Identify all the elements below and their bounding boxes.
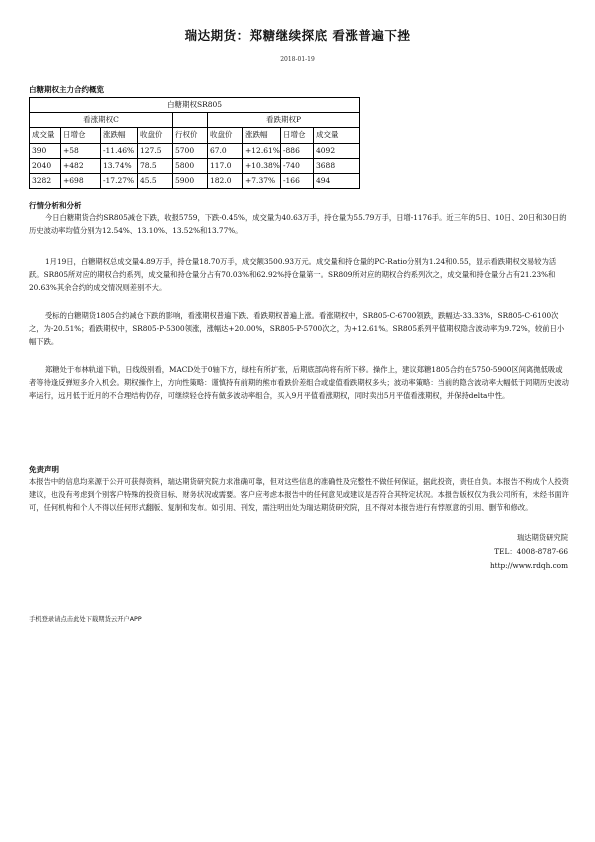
table-cell: 5800 xyxy=(173,158,208,173)
table-cell: 117.0 xyxy=(208,158,243,173)
disclaimer-heading: 免责声明 xyxy=(29,465,59,474)
app-download-link[interactable]: 手机登录请点击此处下载期货云开户APP xyxy=(29,616,142,623)
page-title: 瑞达期货：郑糖继续探底 看涨普遍下挫 xyxy=(184,28,411,43)
overview-heading: 白糖期权主力合约概览 xyxy=(29,85,104,94)
table-cell: +482 xyxy=(61,158,101,173)
table-cell: +58 xyxy=(61,143,101,158)
table-cell: 3282 xyxy=(30,173,61,188)
column-header: 涨跌幅 xyxy=(101,128,138,143)
table-cell: +10.38% xyxy=(243,158,281,173)
table-header-row xyxy=(30,128,360,143)
table-cell: -11.46% xyxy=(101,143,138,158)
table-cell: 78.5 xyxy=(138,158,173,173)
signature-tel: TEL：4008-8787-66 xyxy=(494,547,568,556)
table-row xyxy=(30,143,360,158)
table-cell: 13.74% xyxy=(101,158,138,173)
table-cell: -740 xyxy=(281,158,314,173)
analysis-paragraph-3: 受标的白糖期货1805合约减仓下跌的影响，看涨期权普遍下跌、看跌期权普遍上涨。看涨期权中，SR805-C-6700领跌，跌幅达-33.33%，SR805-C-6100次之，为-20.51%；看跌期权中，SR805-P-5300领涨，涨幅达+20.00%，SR805-P-5700次之，为+12.61%。SR805系列平值期权隐含波动率为9.72%，较前日小幅下跌。 xyxy=(29,311,565,346)
column-header: 成交量 xyxy=(314,128,360,143)
analysis-heading: 行情分析和分析 xyxy=(29,201,82,210)
options-overview-table xyxy=(29,97,360,189)
table-cell: -166 xyxy=(281,173,314,188)
table-group-row xyxy=(30,113,360,128)
analysis-paragraph-4: 郑糖处于布林轨道下轨，日线级别看，MACD处于0轴下方，绿柱有所扩张，后期底部尚将有所下移。操作上，建议郑糖1805合约在5750-5900区间离拋低吸或者等待逢反弹短多介入机会。期权操作上，方向性策略：谨慎持有前期的熊市看跌价差组合或虚值看跌期权多头；波动率策略：当前的隐含波动率大幅低于同期历史波动率运行，远月低于近月的不合理结构仍存，可继续轻仓持有做多波动率组合，买入9月平值看涨期权，同时卖出5月平值看涨期权，并保持delta中性。 xyxy=(29,365,569,400)
column-header: 收盘价 xyxy=(208,128,243,143)
put-group-label: 看跌期权P xyxy=(208,113,360,128)
strike-group-spacer xyxy=(173,113,208,128)
table-row xyxy=(30,158,360,173)
table-title-row xyxy=(30,98,360,113)
disclaimer-text: 本报告中的信息均来源于公开可获得资料，瑞达期货研究院力求准确可靠，但对这些信息的准确性及完整性不做任何保证，据此投资，责任自负。本报告不构成个人投资建议，也没有考虑到个别客户特殊的投资目标、财务状况或需要。客户应考虑本报告中的任何意见或建议是否符合其特定状况。本报告版权仅为我公司所有，未经书面许可，任何机构和个人不得以任何形式翻版、复制和发布。如引用、刊发，需注明出处为瑞达期货研究院，且不得对本报告进行有悖原意的引用、删节和修改。 xyxy=(29,477,569,512)
analysis-paragraph-1: 今日白糖期货合约SR805减仓下跌，收报5759，下跌-0.45%，成交量为40.63万手，持仓量为55.79万手，日增-1176手。近三年的5日、10日、20日和30日的历史波动率均值分别为12.54%、13.10%、13.52%和13.77%。 xyxy=(29,213,567,235)
column-header: 涨跌幅 xyxy=(243,128,281,143)
table-cell: +698 xyxy=(61,173,101,188)
column-header: 成交量 xyxy=(30,128,61,143)
table-cell: -17.27% xyxy=(101,173,138,188)
table-cell: +7.37% xyxy=(243,173,281,188)
table-cell: 3688 xyxy=(314,158,360,173)
table-cell: +12.61% xyxy=(243,143,281,158)
signature-company: 瑞达期货研究院 xyxy=(516,533,568,542)
table-row xyxy=(30,173,360,188)
table-cell: 5700 xyxy=(173,143,208,158)
table-cell: 127.5 xyxy=(138,143,173,158)
signature-url[interactable]: http://www.rdqh.com xyxy=(489,561,568,570)
report-date: 2018-01-19 xyxy=(280,56,315,63)
column-header: 收盘价 xyxy=(138,128,173,143)
table-cell: 45.5 xyxy=(138,173,173,188)
table-title: 白糖期权SR805 xyxy=(30,98,360,113)
column-header: 日增仓 xyxy=(61,128,101,143)
table-cell: -886 xyxy=(281,143,314,158)
call-group-label: 看涨期权C xyxy=(30,113,173,128)
column-header: 行权价 xyxy=(173,128,208,143)
column-header: 日增仓 xyxy=(281,128,314,143)
table-cell: 390 xyxy=(30,143,61,158)
table-cell: 67.0 xyxy=(208,143,243,158)
table-cell: 494 xyxy=(314,173,360,188)
table-cell: 182.0 xyxy=(208,173,243,188)
analysis-paragraph-2: 1月19日，白糖期权总成交量4.89万手，持仓量18.70万手，成交额3500.93万元。成交量和持仓量的PC-Ratio分别为1.24和0.55，显示看跌期权交易较为活跃。SR805所对应的期权合约系列，成交量和持仓量分占有70.03%和62.92%持仓量第一。SR809所对应的期权合约系列次之，成交量和持仓量分占有21.23%和20.63%其余合约的成交情况则差别不大。 xyxy=(29,257,557,292)
table-cell: 4092 xyxy=(314,143,360,158)
table-cell: 5900 xyxy=(173,173,208,188)
table-cell: 2040 xyxy=(30,158,61,173)
